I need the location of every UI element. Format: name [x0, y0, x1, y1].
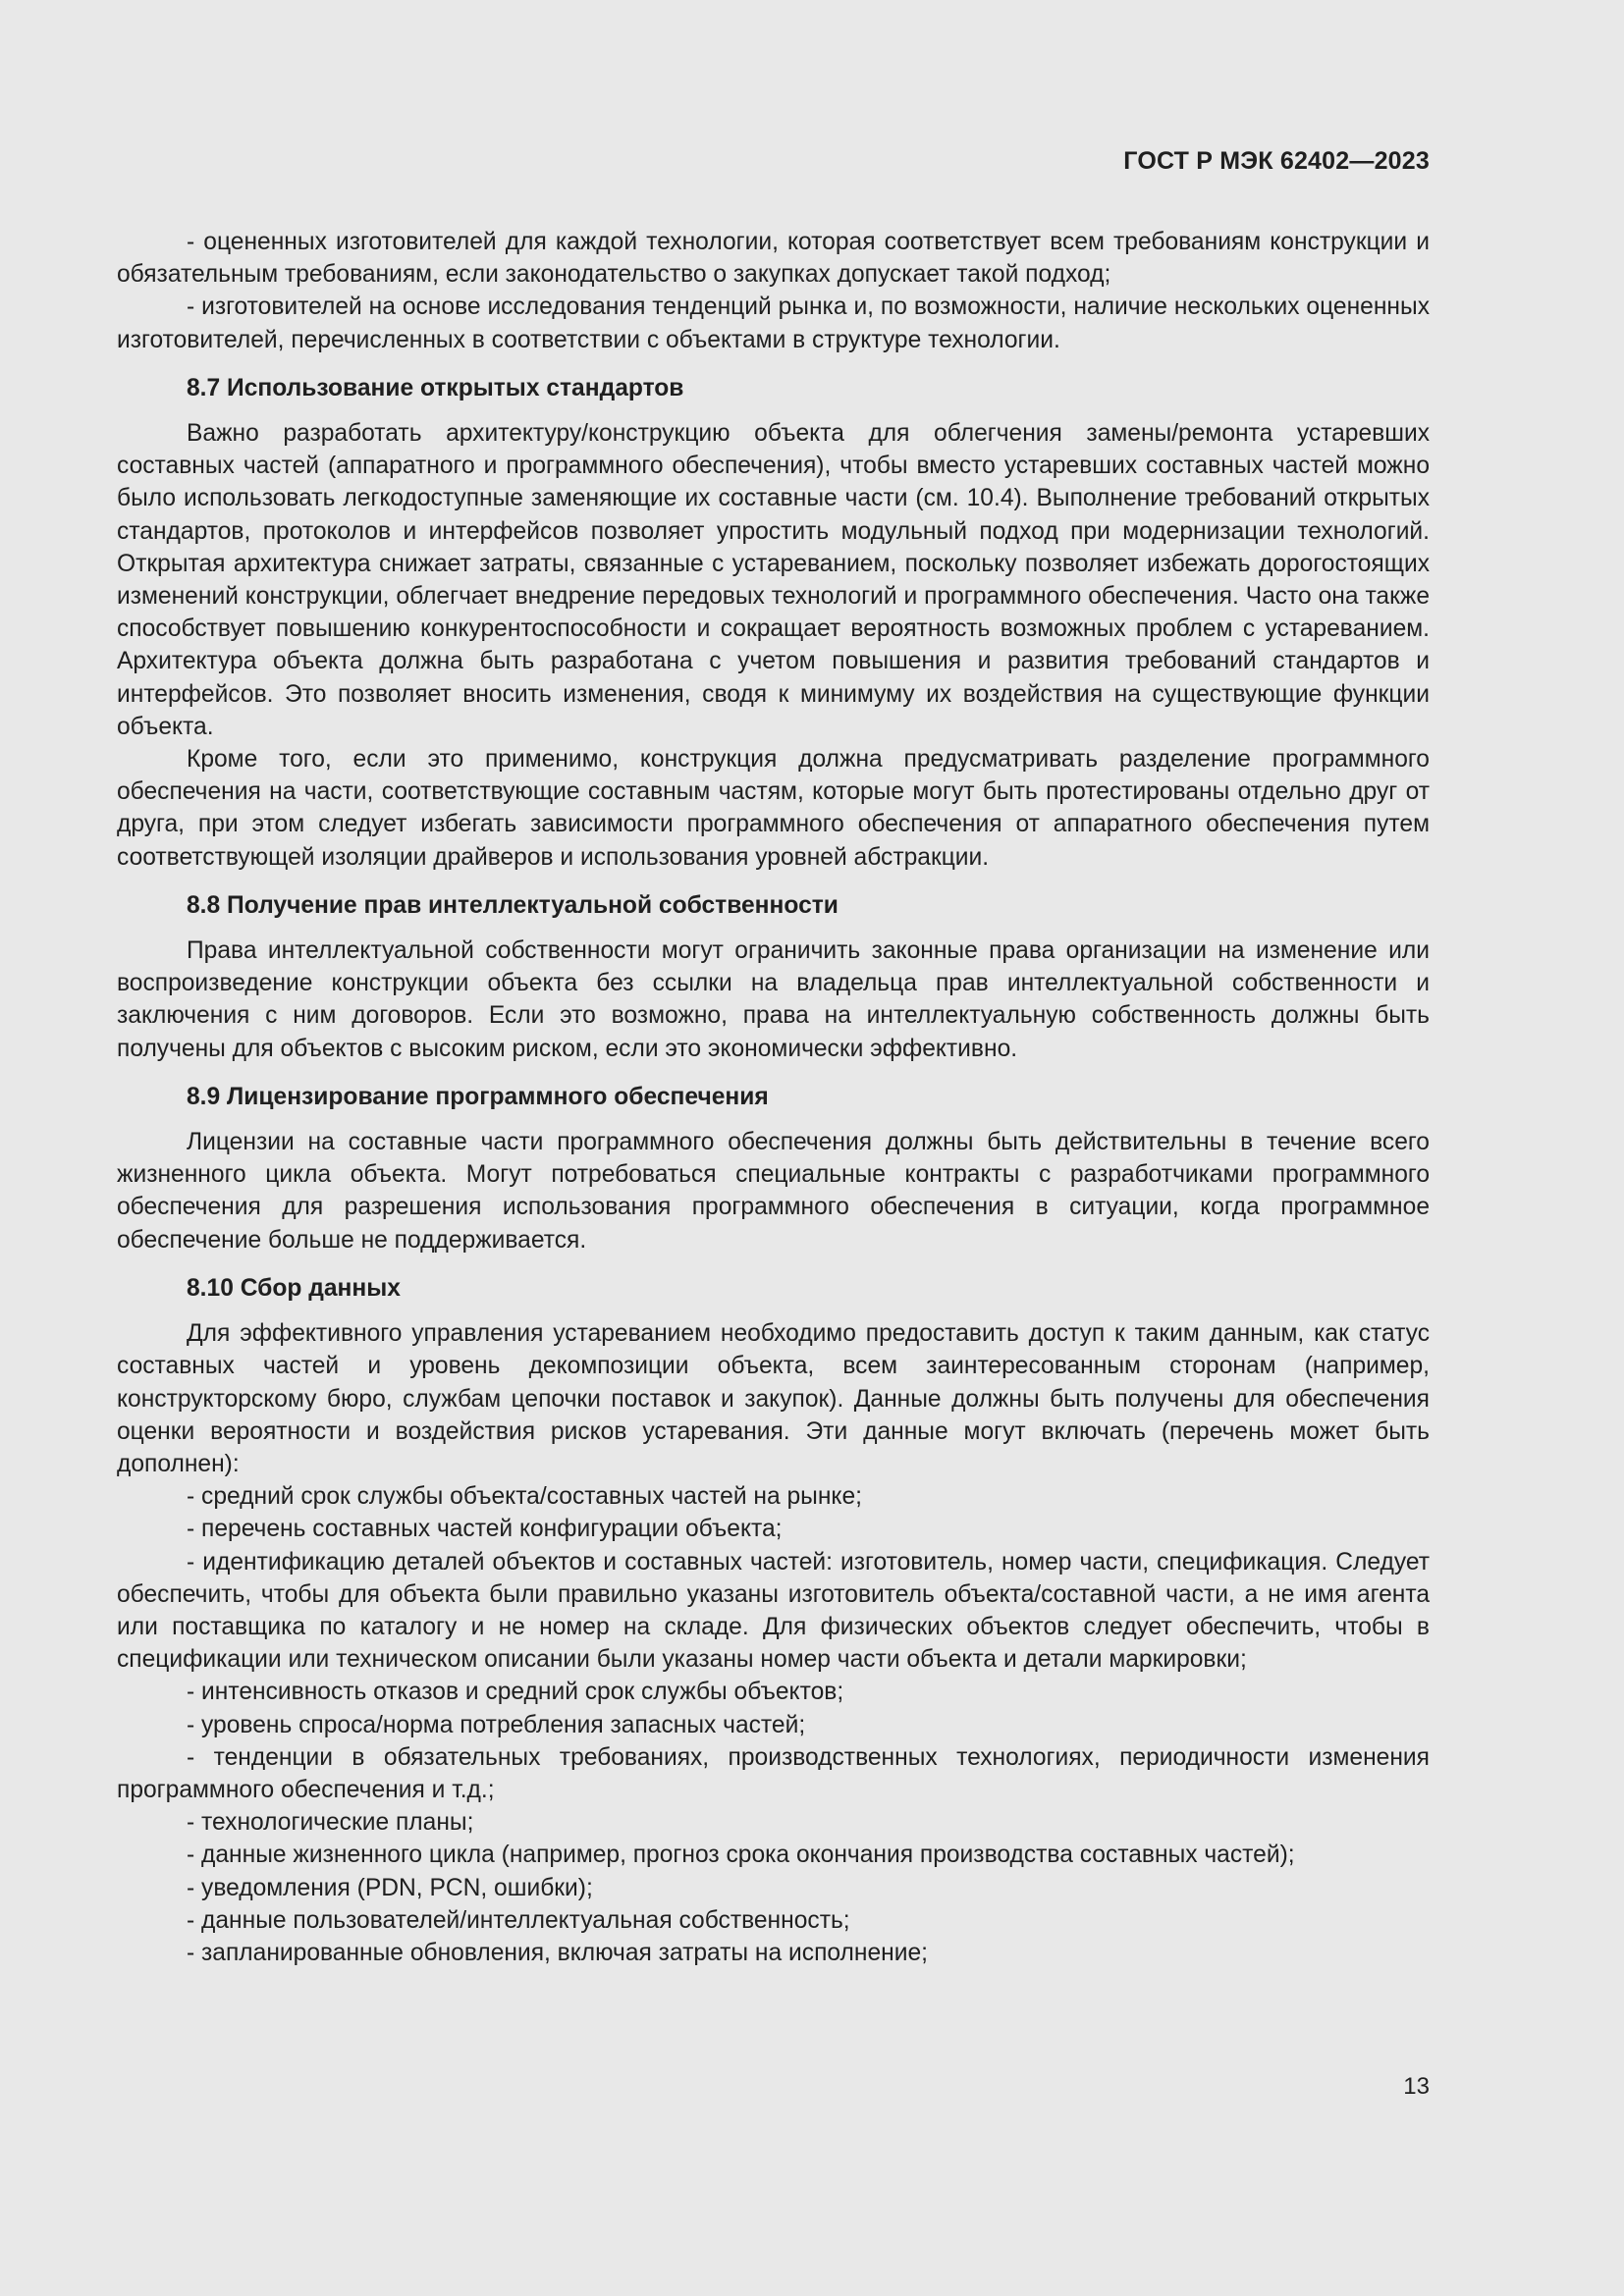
list-item: - средний срок службы объекта/составных частей на рынке;	[187, 1483, 862, 1511]
list-item: - уровень спроса/норма потребления запасных частей;	[187, 1711, 806, 1738]
paragraph: Кроме того, если это применимо, конструкция должна предусматривать разделение программного обеспечения на части, соответствующие составным частям, которые могут быть протестированы отдельно друг от друга, при этом следует избегать зависимости программного обеспечения от аппаратного обеспечения путем соответствующей изоляции драйверов и использования уровней абстракции.	[117, 746, 1430, 871]
list-item: - перечень составных частей конфигурации объекта;	[187, 1516, 783, 1543]
section-heading-8-8: 8.8 Получение прав интеллектуальной собственности	[187, 891, 839, 919]
paragraph: Важно разработать архитектуру/конструкцию объекта для облегчения замены/ремонта устаревших составных частей (аппаратного и программного обеспечения), чтобы вместо устаревших составных частей можно было использовать легкодоступные заменяющие их составные части (см. 10.4). Выполнение требований открытых стандартов, протоколов и интерфейсов позволяет упростить модульный подход при модернизации технологий. Открытая архитектура снижает затраты, связанные с устареванием, поскольку позволяет избежать дорогостоящих изменений конструкции, облегчает внедрение передовых технологий и программного обеспечения. Часто она также способствует повышению конкурентоспособности и сокращает вероятность возможных проблем с устареванием. Архитектура объекта должна быть разработана с учетом повышения и развития требований стандартов и интерфейсов. Это позволяет вносить изменения, сводя к минимуму их воздействия на существующие функции объекта.	[117, 420, 1430, 740]
list-item: - изготовителей на основе исследования тенденций рынка и, по возможности, наличие нескольких оцененных изготовителей, перечисленных в соответствии с объектами в структуре технологии.	[117, 294, 1430, 353]
list-item: - данные жизненного цикла (например, прогноз срока окончания производства составных частей);	[187, 1842, 1295, 1869]
list-item: - тенденции в обязательных требованиях, производственных технологиях, периодичности изменения программного обеспечения и т.д.;	[117, 1743, 1430, 1803]
list-item: - идентификацию деталей объектов и составных частей: изготовитель, номер части, спецификация. Следует обеспечить, чтобы для объекта были правильно указаны изготовитель объекта/составной части, а не имя агента или поставщика по каталогу и не номер на складе. Для физических объектов следует обеспечить, чтобы в спецификации или техническом описании были указаны номер части объекта и детали маркировки;	[117, 1548, 1430, 1674]
page-body	[117, 226, 1430, 1969]
document-header: ГОСТ Р МЭК 62402—2023	[1123, 147, 1430, 175]
list-item: - запланированные обновления, включая затраты на исполнение;	[187, 1939, 928, 1966]
section-heading-8-10: 8.10 Сбор данных	[187, 1274, 401, 1302]
paragraph: Лицензии на составные части программного обеспечения должны быть действительны в течение всего жизненного цикла объекта. Могут потребоваться специальные контракты с разработчиками программного обеспечения для разрешения использования программного обеспечения в ситуации, когда программное обеспечение больше не поддерживается.	[117, 1129, 1430, 1254]
list-item: - данные пользователей/интеллектуальная собственность;	[187, 1906, 850, 1934]
list-item: - уведомления (PDN, PCN, ошибки);	[187, 1874, 593, 1901]
section-heading-8-9: 8.9 Лицензирование программного обеспечения	[187, 1083, 769, 1110]
list-item: - оцененных изготовителей для каждой технологии, которая соответствует всем требованиям конструкции и обязательным требованиям, если законодательство о закупках допускает такой подход;	[117, 229, 1430, 289]
list-item: - интенсивность отказов и средний срок службы объектов;	[187, 1679, 844, 1706]
paragraph: Для эффективного управления устареванием необходимо предоставить доступ к таким данным, как статус составных частей и уровень декомпозиции объекта, всем заинтересованным сторонам (например, конструкторскому бюро, службам цепочки поставок и закупок). Данные должны быть получены для обеспечения оценки вероятности и воздействия рисков устаревания. Эти данные могут включать (перечень может быть дополнен):	[117, 1320, 1430, 1477]
paragraph: Права интеллектуальной собственности могут ограничить законные права организации на изменение или воспроизведение конструкции объекта без ссылки на владельца прав интеллектуальной собственности и заключения с ним договоров. Если это возможно, права на интеллектуальную собственность должны быть получены для объектов с высоким риском, если это экономически эффективно.	[117, 937, 1430, 1062]
list-item: - технологические планы;	[187, 1809, 474, 1837]
section-heading-8-7: 8.7 Использование открытых стандартов	[187, 374, 684, 401]
page-number: 13	[1403, 2073, 1430, 2100]
